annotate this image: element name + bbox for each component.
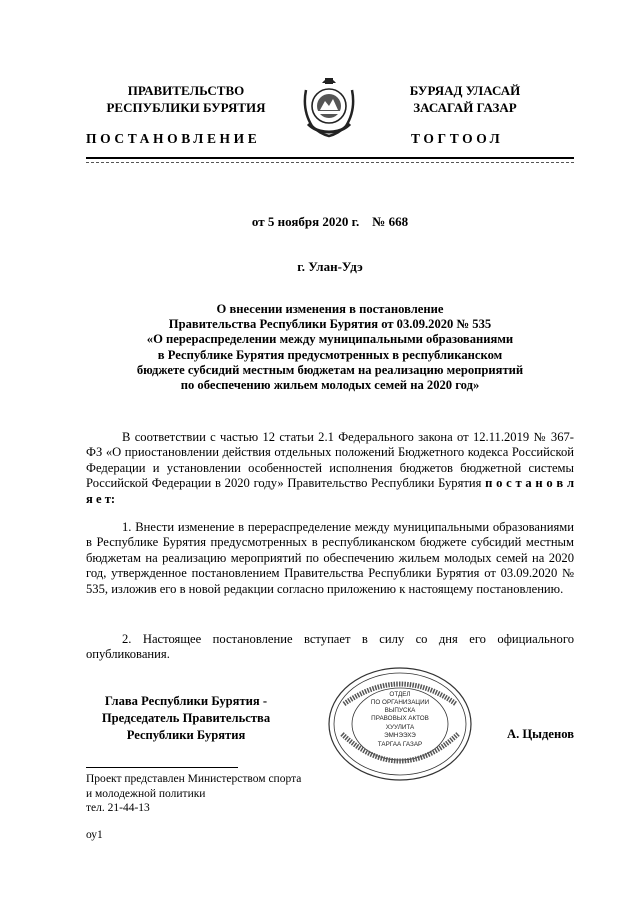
footer-line: Проект представлен Министерством спорта (86, 773, 302, 785)
header-left-line2: РЕСПУБЛИКИ БУРЯТИЯ (106, 100, 266, 115)
item1-text: 1. Внести изменение в перераспределение между муниципальными образованиями в Республике Бурятия предусмотренных в республиканском бюджете субсидий местным бюджетам на реализацию мероприятий по обеспечению жильем молодых семей на 2020 год, утвержденное постановлением Правительства Республики Бурятия от 03.09.2020 № 535, изложив его в новой редакции согласно приложению к настоящему постановлению. (86, 520, 574, 596)
stamp-line: ТАРГАА ГАЗАР (377, 741, 423, 748)
title-line: «О перераспределении между муниципальными образованиями (146, 332, 514, 347)
header-left (86, 82, 286, 116)
header-rule (86, 157, 574, 159)
resolves-text: п о с т а н о в л я е т: (86, 476, 575, 506)
header-rule-thin (86, 162, 574, 163)
coat-of-arms-icon (298, 70, 360, 140)
item2-text: 2. Настоящее постановление вступает в силу со дня его официального опубликования. (86, 632, 574, 662)
footer-line: тел. 21-44-13 (86, 802, 150, 814)
document-title (86, 302, 574, 393)
title-line: в Республике Бурятия предусмотренных в республиканском (157, 347, 503, 362)
stamp-line: ОТДЕЛ (389, 691, 411, 698)
footer-rule (86, 767, 238, 768)
position-line: Республики Бурятия (126, 728, 246, 742)
position-line: Глава Республики Бурятия - (104, 694, 268, 708)
preamble-text: В соответствии с частью 12 статьи 2.1 Федерального закона от 12.11.2019 № 367-ФЗ «О приостановлении действия отдельных положений Бюджетного кодекса Российской Федерации и установлении особенностей исполнения бюджетов бюджетной системы Российской Федерации в 2020 году» Правительство Республики Бурятия (86, 430, 574, 491)
stamp-line: ПО ОРГАНИЗАЦИИ (370, 699, 430, 706)
official-stamp-icon (324, 664, 476, 784)
stamp-line: ХУУЛИТА (385, 724, 415, 731)
date-number: от 5 ноября 2020 г. № 668 (251, 214, 409, 229)
signatory-name: А. Цыденов (506, 727, 574, 741)
stamp-line: ПРАВОВЫХ АКТОВ (371, 715, 429, 722)
header-left-line1: ПРАВИТЕЛЬСТВО (127, 83, 245, 98)
title-line: О внесении изменения в постановление (216, 302, 444, 316)
city: г. Улан-Удэ (297, 259, 363, 274)
item2-paragraph (86, 632, 574, 663)
footer-note (86, 772, 301, 816)
header-right-line1: БУРЯАД УЛАСАЙ (409, 83, 521, 98)
signatory-position (86, 693, 286, 744)
title-line: Правительства Республики Бурятия от 03.09.2020 № 535 (168, 317, 492, 332)
preamble-paragraph (86, 430, 574, 507)
header-right (385, 82, 545, 116)
position-line: Председатель Правительства (101, 711, 271, 725)
item1-paragraph (86, 520, 574, 597)
title-line: по обеспечению жильем молодых семей на 2020 год» (180, 378, 480, 393)
header-right-line2: ЗАСАГАЙ ГАЗАР (413, 100, 517, 115)
header-right-doc-type: ТОГТООЛ (411, 131, 504, 146)
stamp-line: ВЫПУСКА (384, 707, 416, 714)
header-left-doc-type: ПОСТАНОВЛЕНИЕ (86, 131, 261, 146)
document-code: оу1 (86, 829, 103, 841)
title-line: бюджете субсидий местным бюджетам на реализацию мероприятий (136, 362, 524, 377)
stamp-line: ЭМНЭЭХЭ (384, 732, 416, 739)
footer-line: и молодежной политики (86, 787, 206, 800)
